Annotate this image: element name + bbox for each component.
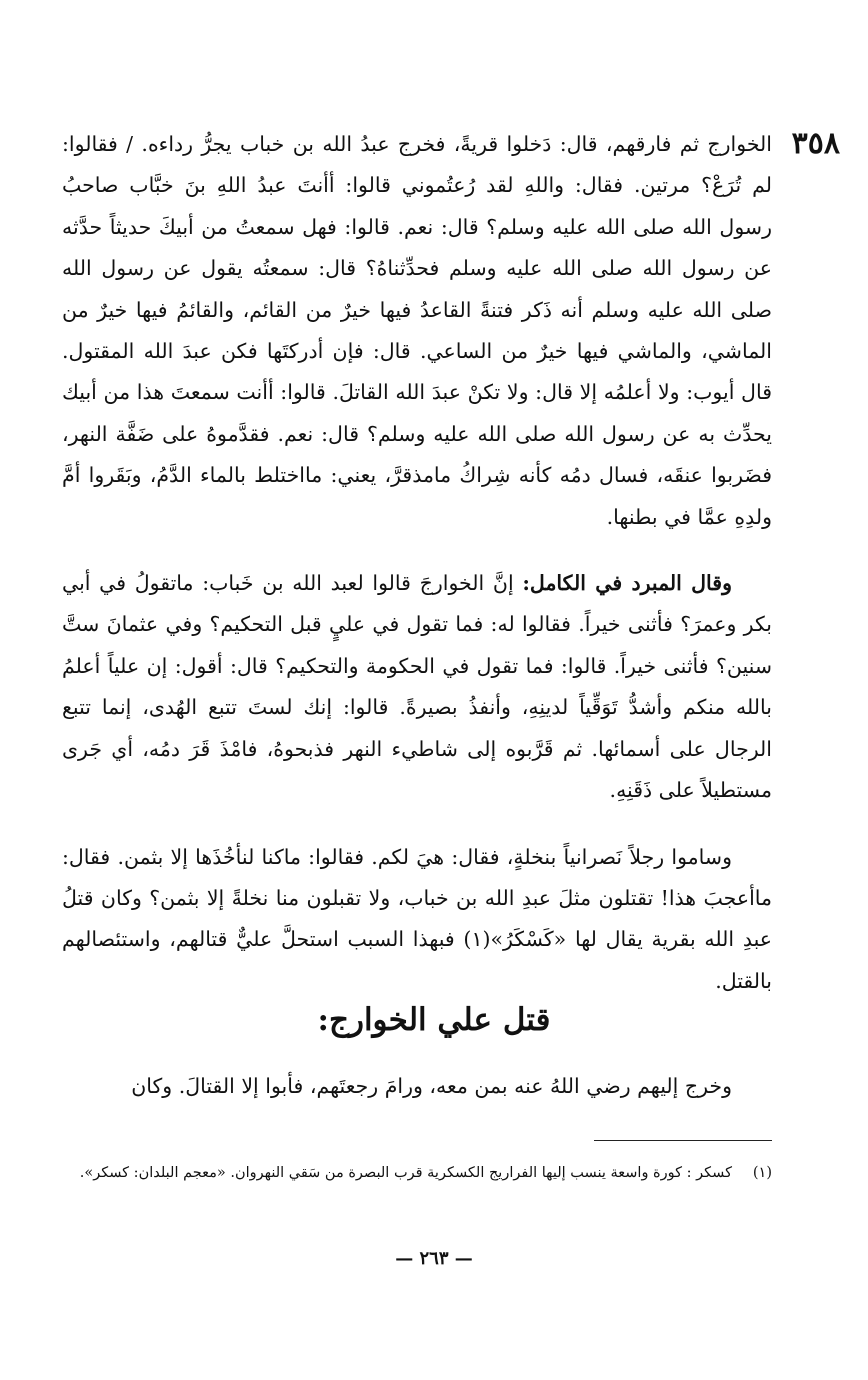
footnote [62,1160,772,1187]
paragraph-3-text: وساموا رجلاً نَصرانياً بنخلةٍ، فقال: هيَ لكم. فقالوا: ماكنا لنأخُذَها إلا بثمن. فقال: ماأعجبَ هذا! تقتلون مثلَ عبدِ الله بن خباب، ولا تقبلون منا نخلةً إلا بثمن؟ وكان قتلُ عبدِ الله بقرية يقال لها «كَسْكَرُ»(١) فبهذا السبب استحلَّ عليٌّ قتالهم، واستئصالهم بالقتل. [62,844,773,993]
footnote-mark: (١) [752,1165,772,1181]
paragraph-2-text: إنَّ الخوارجَ قالوا لعبد الله بن خَباب: ماتقولُ في أبي بكر وعمرَ؟ فأثنى خيراً. فقالوا له: فما تقول في عليٍ قبل التحكيم؟ وفي عثمانَ ستَّ سنين؟ فأثنى خيراً. قالوا: فما تقول في الحكومة والتحكيم؟ قال: أقول: إن علياً أعلمُ بالله منكم وأشدُّ تَوَقِّياً لدينِهِ، وأنفذُ بصيرةً. قالوا: إنك لستَ تتبع الهُدى، إنما تتبع الرجال على أسمائها. ثم قَرَّبوه إلى شاطيء النهر فذبحوهُ، فامْذَ قَرَ دمُه، أي جَرى مستطيلاً على ذَقَنِهِ. [62,571,772,803]
main-text [62,124,772,1002]
footnote-text: كسكر : كورة واسعة ينسب إليها الفراريج الكسكرية قرب البصرة من سَقي النهروان. «معجم البلدان: كسكر». [79,1165,732,1181]
paragraph-1 [62,124,772,538]
paragraph-2 [62,563,772,811]
paragraph-3 [62,837,772,1003]
margin-paragraph-number: ٣٥٨ [791,126,840,161]
paragraph-2-lead: وقال المبرد في الكامل: [522,571,733,596]
paragraph-4: وخرج إليهم رضي اللهُ عنه بمن معه، ورامَ رجعتَهم، فأبوا إلا القتالَ. وكان [131,1074,732,1098]
page-number: — ٢٦٣ — [395,1248,473,1269]
paragraph-1-text: الخوارج ثم فارقهم، قال: دَخلوا قريةً، فخرج عبدُ الله بن خباب يجرُّ رداءه. / فقالوا: لم تُرَعْ؟ مرتين. فقال: واللهِ لقد رُعتُموني قالوا: أأنتَ عبدُ اللهِ بنَ خبَّاب صاحبُ رسول الله صلى الله عليه وسلم؟ قال: نعم. قالوا: فهل سمعتُ من أبيكَ حديثاً حدَّثه عن رسول الله صلى الله عليه وسلم فحدِّثناهُ؟ قال: سمعتُه يقول عن رسول الله صلى الله عليه وسلم أنه ذَكر فتنةً القاعدُ فيها خيرٌ من القائم، والقائمُ فيها خيرٌ من الماشي، والماشي فيها خيرٌ من الساعي. قال: فإن أدركتَها فكن عبدَ الله المقتول. قال أيوب: ولا أعلمُه إلا قال: ولا تكنْ عبدَ الله القاتلَ. قالوا: أأنت سمعتَ هذا من أبيك يحدِّث به عن رسول الله صلى الله عليه وسلم؟ قال: نعم. فقدَّموهُ على ضَفَّة النهر، فضَربوا عنقَه، فسال دمُه كأنه شِراكُ مامذقرَّ، يعني: مااختلط بالماء الدَّمُ، وبَقَروا أمَّ ولدِهِ عمَّا في بطنها. [62,132,772,529]
section-heading: قتل علي الخوارج: [317,1002,551,1038]
footnote-divider [594,1140,772,1141]
